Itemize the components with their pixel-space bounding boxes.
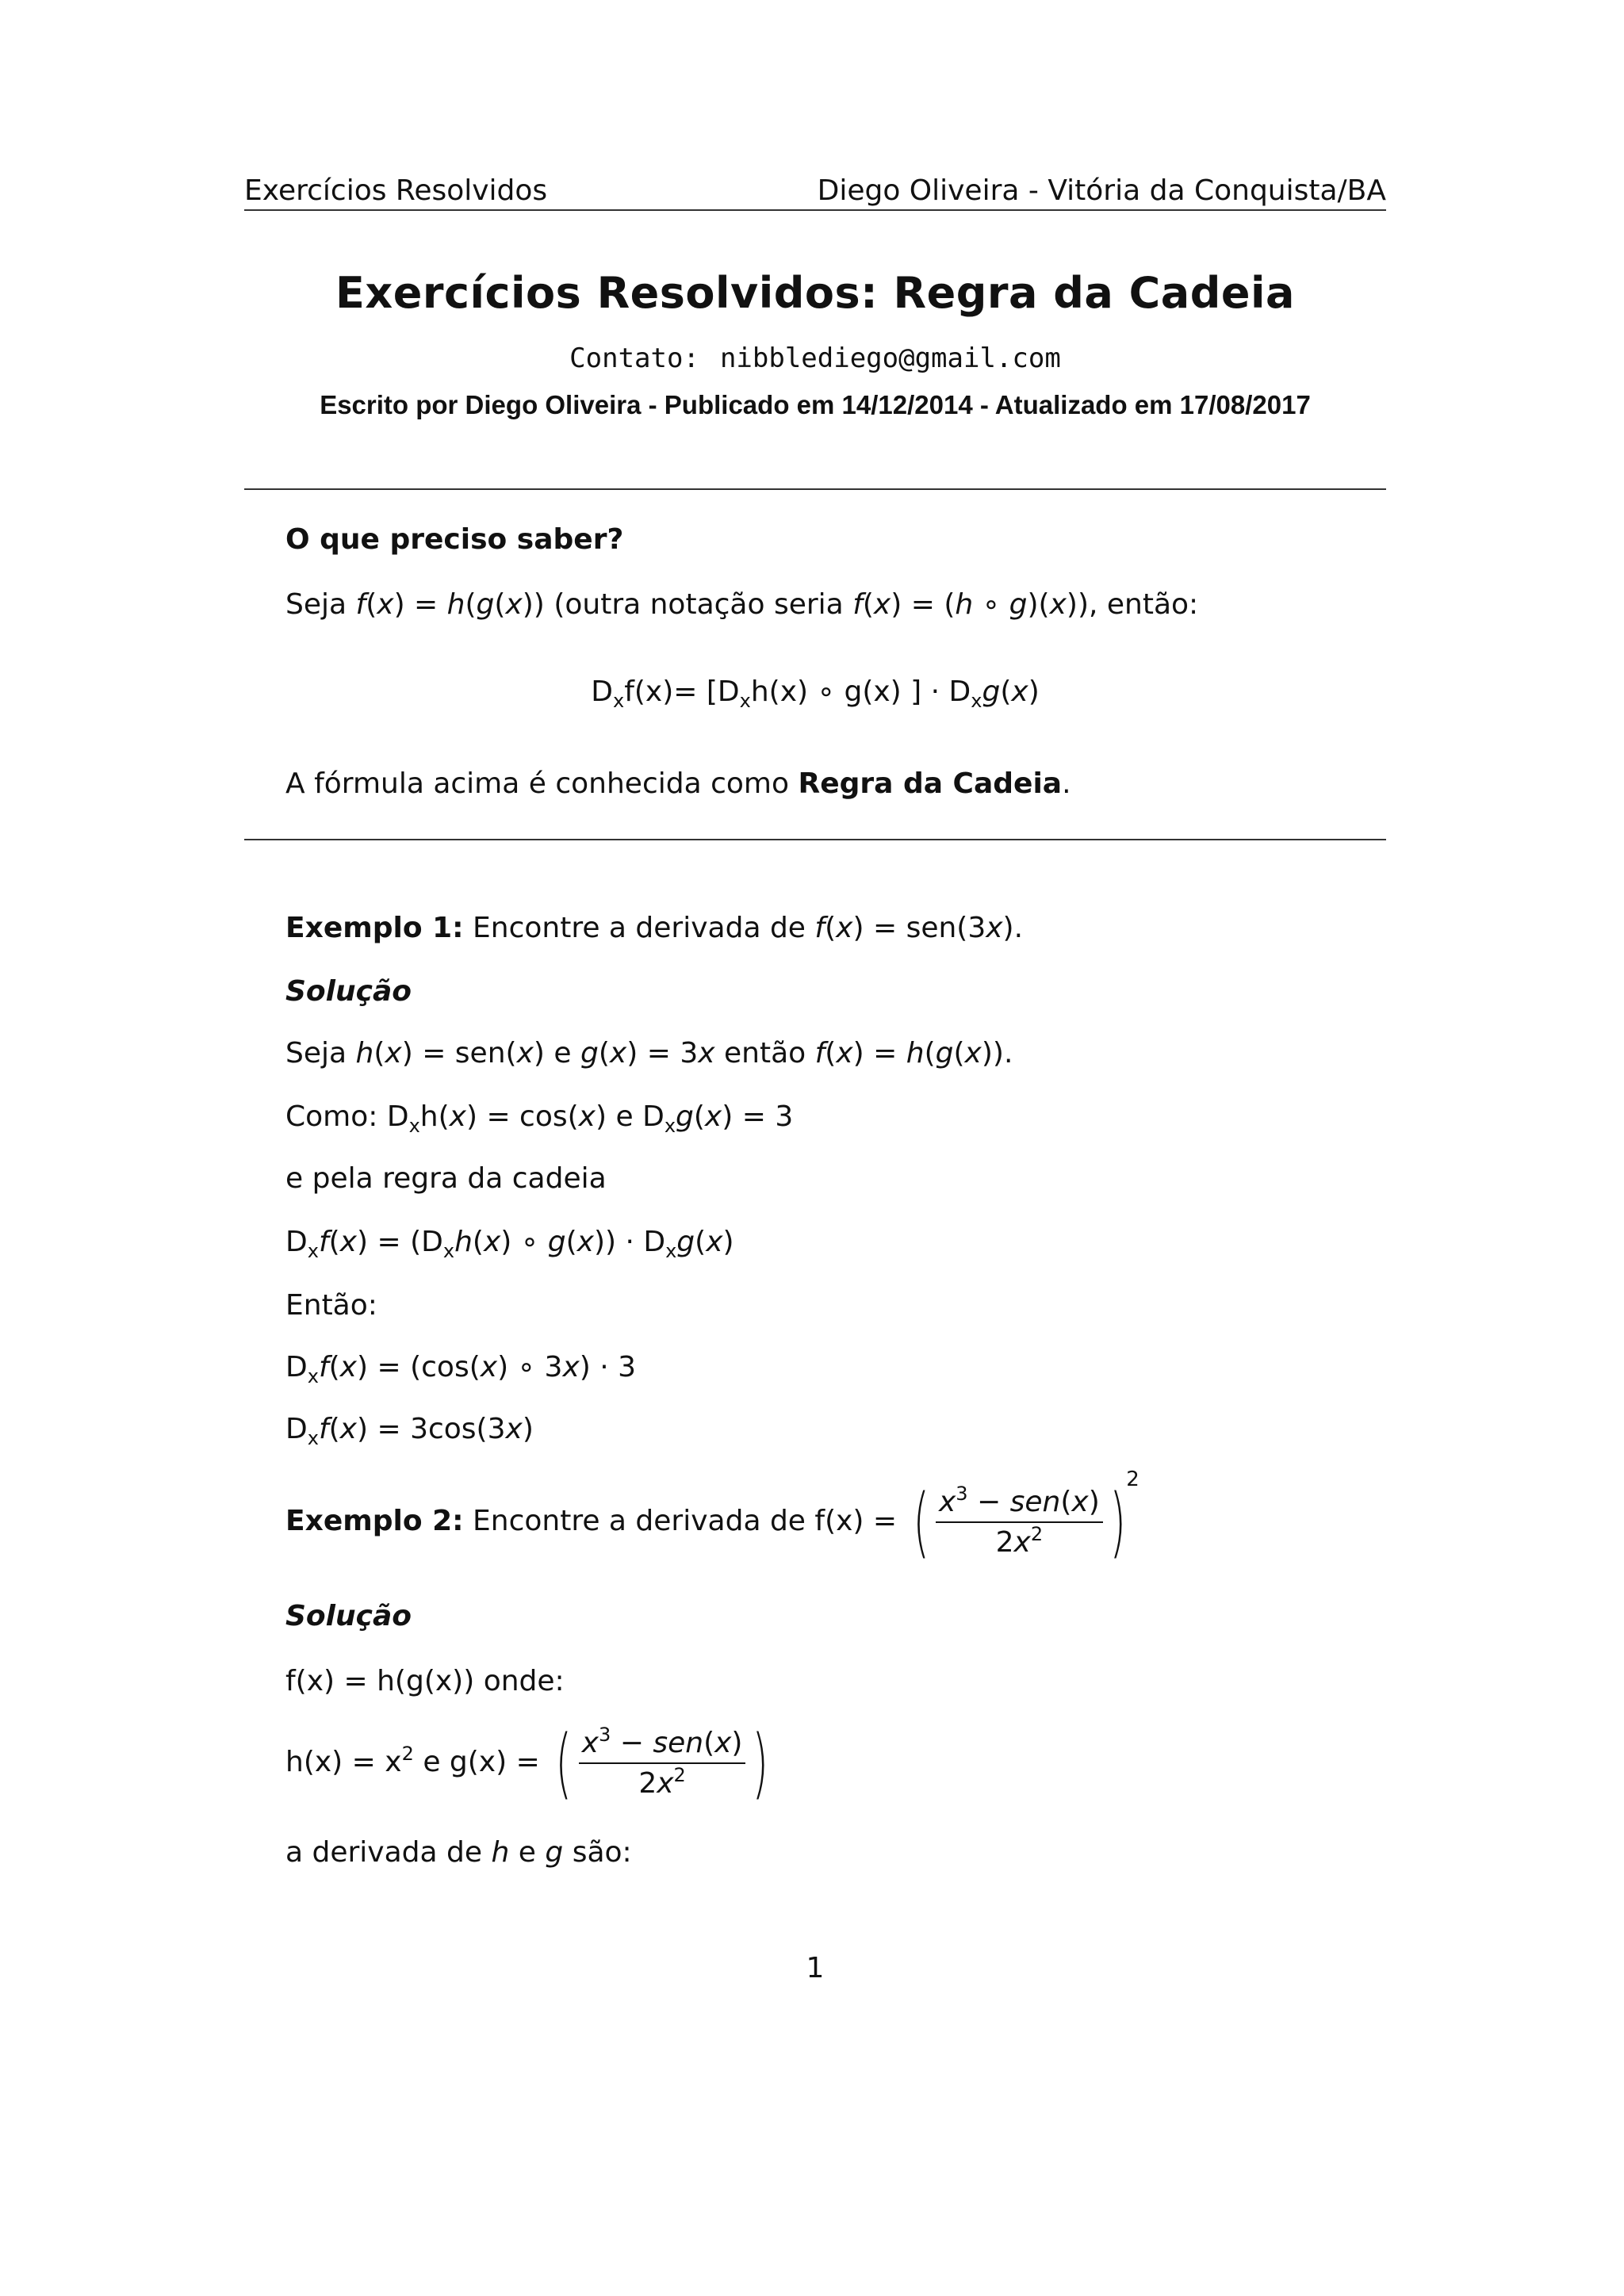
example-2-g-fraction: $\frac{x^3 - sen(x)}{2x^2}$ [579,1727,746,1800]
contact-label: Contato: [569,342,699,374]
header-left: Exercícios Resolvidos [244,174,548,207]
example-1-step-2: Como: $D_xh(x) = \cos(x)$ e $D_xg(x) = 3$ [285,1100,794,1137]
example-2-fraction: $\frac{x^3 - sen(x)}{2x^2}$ [936,1486,1103,1559]
header-right: Diego Oliveira - Vitória da Conquista/BA [817,174,1386,207]
contact-email: nibblediego@gmail.com [719,342,1061,374]
example-1-step-4: $D_xf(x) = (D_xh(x)$ ∘ $g(x)) \cdot D_xg(x)$ [285,1226,734,1262]
example-1-step-1: Seja h(x) = sen(x) e g(x) = 3x então f(x) = h(g(x)). [285,1037,1013,1070]
chain-rule-formula: $D_xf(x)= [D_xh(x)$ ∘ g(x) ] · $D_xg(x)$ [591,675,1040,712]
page-number: 1 [806,1952,825,1984]
example-1-step-5: Então: [285,1289,377,1322]
example-2-statement: Exemplo 2: Encontre a derivada de f(x) = ( $\frac{x^3 - sen(x)}{2x^2}$ )$^2$ [285,1468,1139,1567]
box-bottom-rule [244,839,1386,840]
example-1-solution-heading: Solução [285,975,412,1008]
example-2-step-2: $h(x) = x^2$ e g(x) = ( $\frac{x^3 - sen(x)}{2x^2}$ ) [285,1719,769,1808]
box-seja-line: Seja f(x) = h(g(x)) (outra notação seria f(x) = (h ∘ g)(x)), então: [285,588,1199,621]
example-2-step-1: f(x) = h(g(x)) onde: [285,1665,565,1697]
running-header [244,170,1386,211]
byline: Escrito por Diego Oliveira - Publicado em 14/12/2014 - Atualizado em 17/08/2017 [320,390,1311,419]
example-1-step-6: $D_xf(x) = (\cos(x)$ ∘ 3x) · 3 [285,1351,637,1387]
box-top-rule [244,488,1386,490]
example-1-statement: Exemplo 1: Encontre a derivada de f(x) = sen(3x). [285,912,1024,944]
example-1-step-3: e pela regra da cadeia [285,1162,607,1195]
example-1-step-7: $D_xf(x) = 3\cos(3x)$ [285,1413,534,1449]
contact-line [244,342,1386,374]
box-conclusion: A fórmula acima é conhecida como Regra da Cadeia. [285,767,1071,800]
example-2-solution-heading: Solução [285,1600,412,1632]
box-heading: O que preciso saber? [285,523,624,556]
example-2-step-3: a derivada de h e g são: [285,1836,632,1869]
document-title: Exercícios Resolvidos: Regra da Cadeia [335,268,1295,318]
